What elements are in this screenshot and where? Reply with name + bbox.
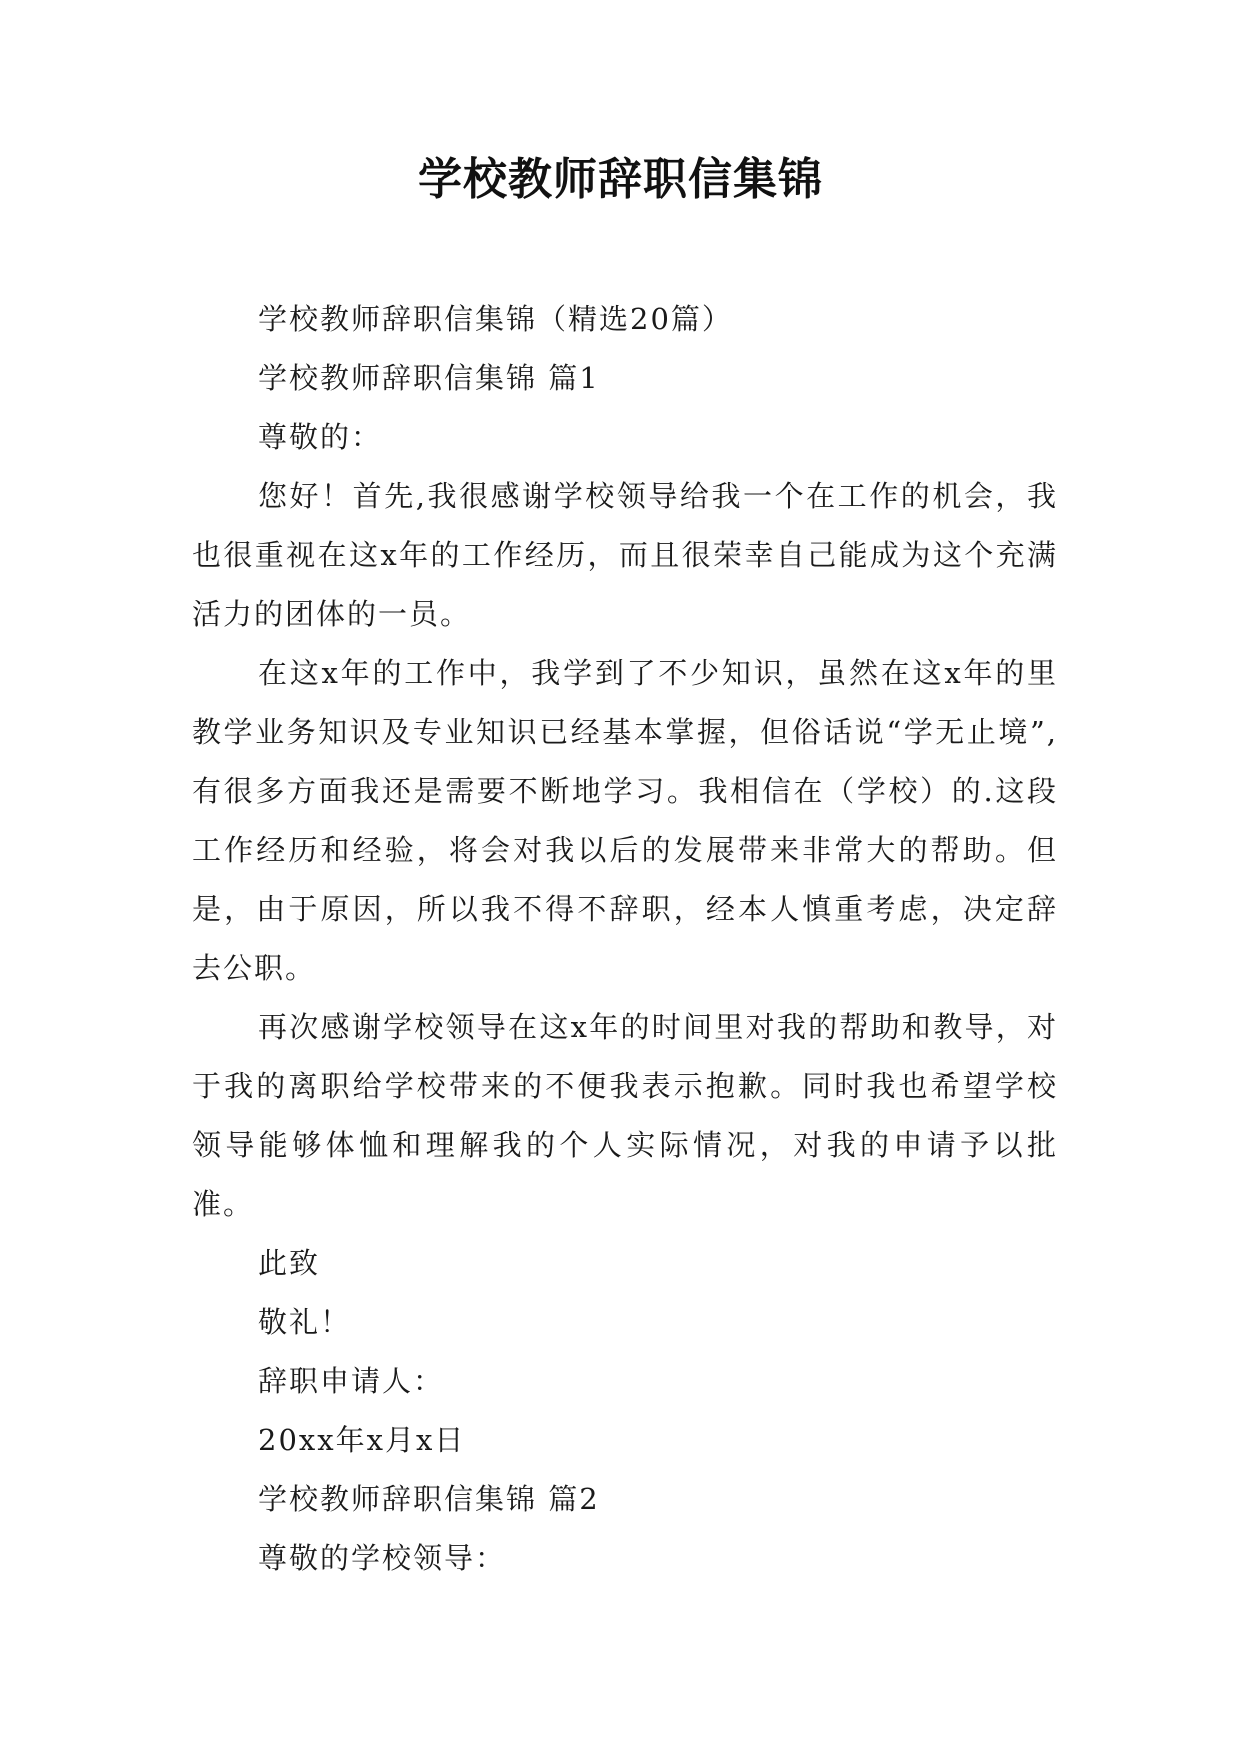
salutation: 尊敬的： <box>258 420 383 454</box>
closing-line: 此致 <box>258 1246 321 1280</box>
section-heading-2: 学校教师辞职信集锦 篇2 <box>258 1482 600 1516</box>
section-heading-1: 学校教师辞职信集锦 篇1 <box>258 361 600 395</box>
document-title: 学校教师辞职信集锦 <box>418 154 823 205</box>
signature-label: 辞职申请人： <box>258 1364 445 1398</box>
body-paragraph: 在这x年的工作中，我学到了不少知识，虽然在这x年的里教学业务知识及专业知识已经基本掌握，但俗话说“学无止境”,有很多方面我还是需要不断地学习。我相信在（学校）的.这段工作经历和经验，将会对我以后的发展带来非常大的帮助。但是，由于原因，所以我不得不辞职，经本人慎重考虑，决定辞去公职。 <box>192 656 1058 985</box>
closing-regards: 敬礼！ <box>258 1305 352 1339</box>
subtitle-line: 学校教师辞职信集锦（精选20篇） <box>258 302 733 336</box>
date-line: 20xx年x月x日 <box>258 1423 466 1457</box>
salutation: 尊敬的学校领导： <box>258 1541 507 1575</box>
document-body <box>192 290 1058 1588</box>
body-paragraph: 再次感谢学校领导在这x年的时间里对我的帮助和教导，对于我的离职给学校带来的不便我表示抱歉。同时我也希望学校领导能够体恤和理解我的个人实际情况，对我的申请予以批准。 <box>192 1010 1058 1221</box>
body-paragraph: 您好！首先,我很感谢学校领导给我一个在工作的机会，我也很重视在这x年的工作经历，而且很荣幸自己能成为这个充满活力的团体的一员。 <box>192 479 1058 631</box>
